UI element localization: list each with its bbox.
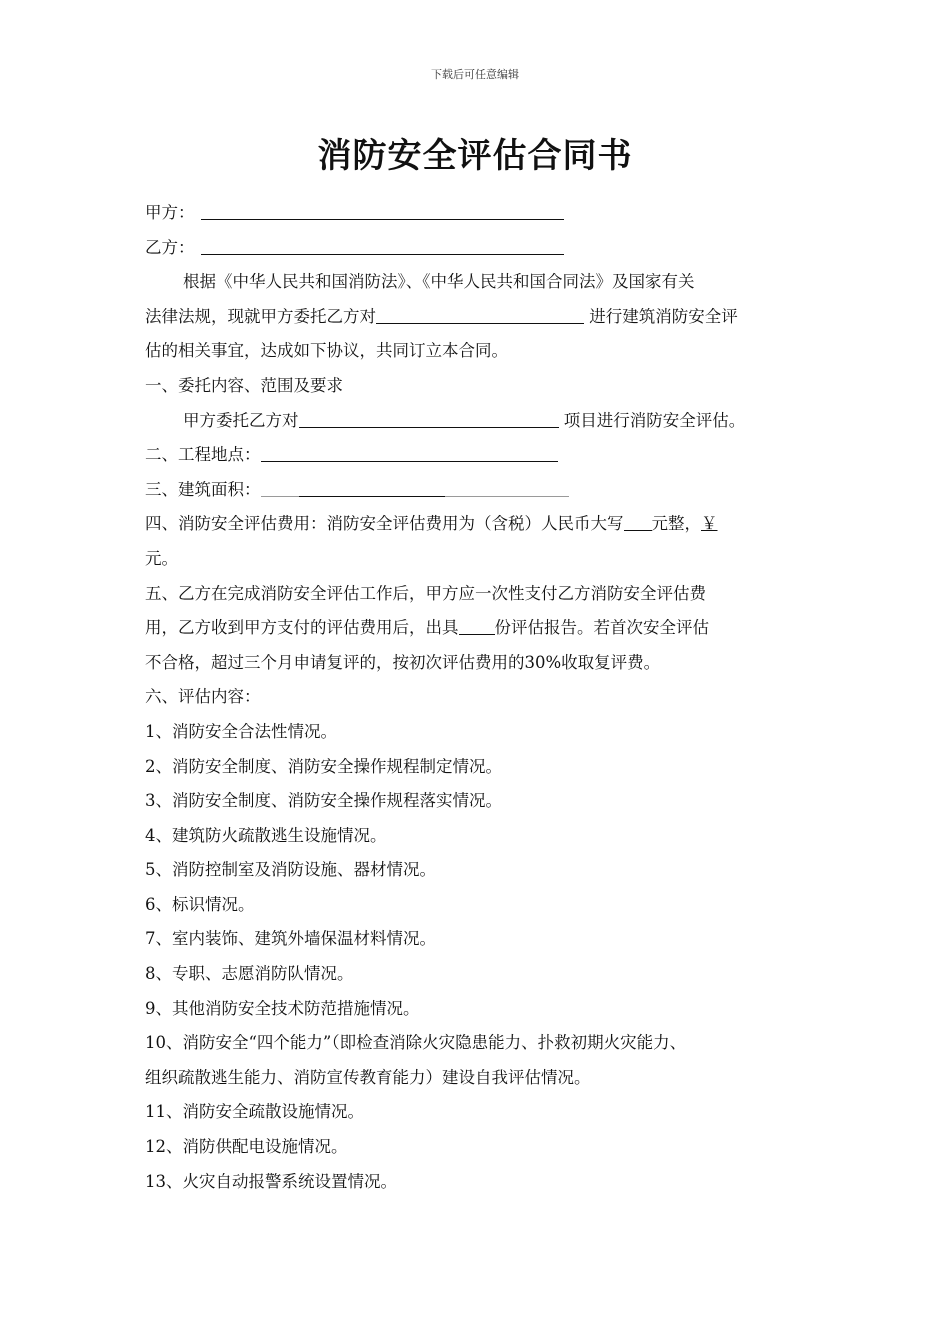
intro-line-3: 估的相关事宜，达成如下协议，共同订立本合同。 <box>145 341 508 361</box>
building-area-label: 三、建筑面积： <box>145 479 261 499</box>
list-item: 1、消防安全合法性情况。 <box>145 721 337 741</box>
entrusted-project-blank[interactable] <box>376 305 584 324</box>
project-location-label: 二、工程地点： <box>145 445 261 465</box>
list-item: 2、消防安全制度、消防安全操作规程制定情况。 <box>145 756 502 776</box>
list-item: 11、消防安全疏散设施情况。 <box>145 1102 364 1122</box>
section-3-line <box>145 475 810 510</box>
building-area-blank-right[interactable] <box>445 478 569 497</box>
report-copies-blank[interactable] <box>459 616 495 635</box>
intro-line-2-post: 进行建筑消防安全评 <box>584 306 738 326</box>
section-1-body-pre: 甲方委托乙方对 <box>183 410 299 430</box>
party-a-blank[interactable] <box>201 201 564 220</box>
list-item: 6、标识情况。 <box>145 894 255 914</box>
section-5-line-3: 不合格，超过三个月申请复评的，按初次评估费用的30%收取复评费。 <box>145 652 661 672</box>
section-1-body <box>145 406 810 441</box>
party-b-blank[interactable] <box>201 236 564 255</box>
fee-text: 四、消防安全评估费用：消防安全评估费用为（含税）人民币大写 <box>145 514 624 534</box>
list-item: 13、火灾自动报警系统设置情况。 <box>145 1171 397 1191</box>
list-item: 4、建筑防火疏散逃生设施情况。 <box>145 825 387 845</box>
fee-unit-text: 元整， <box>651 514 701 534</box>
section-4-line-1 <box>145 509 810 544</box>
header-note: 下载后可任意编辑 <box>431 68 519 81</box>
section-5-line-2-post: 份评估报告。若首次安全评估 <box>494 618 709 638</box>
section-1-body-post: 项目进行消防安全评估。 <box>558 410 746 430</box>
party-b-line <box>145 233 810 268</box>
section-2-line <box>145 440 810 475</box>
list-item: 组织疏散逃生能力、消防宣传教育能力）建设自我评估情况。 <box>145 1067 591 1087</box>
party-b-label: 乙方： <box>145 237 195 257</box>
party-a-label: 甲方： <box>145 203 195 222</box>
section-6-heading: 六、评估内容： <box>145 687 261 707</box>
building-area-blank-mid[interactable] <box>299 478 445 497</box>
project-name-blank[interactable] <box>299 409 559 428</box>
section-4-line-2: 元。 <box>145 548 178 568</box>
section-1-heading: 一、委托内容、范围及要求 <box>145 375 343 395</box>
intro-line-1: 根据《中华人民共和国消防法》、《中华人民共和国合同法》及国家有关 <box>183 272 695 292</box>
intro-line-2-pre: 法律法规，现就甲方委托乙方对 <box>145 306 376 326</box>
building-area-blank-left[interactable] <box>261 478 299 497</box>
list-item: 5、消防控制室及消防设施、器材情况。 <box>145 860 436 880</box>
list-item: 7、室内装饰、建筑外墙保温材料情况。 <box>145 929 436 949</box>
fee-amount-words-blank[interactable] <box>624 512 652 531</box>
list-item: 3、消防安全制度、消防安全操作规程落实情况。 <box>145 791 502 811</box>
list-item: 10、消防安全“四个能力”（即检查消除火灾隐患能力、扑救初期火灾能力、 <box>145 1033 687 1053</box>
list-item: 9、其他消防安全技术防范措施情况。 <box>145 998 420 1018</box>
section-5-line-2 <box>145 613 810 648</box>
list-item: 12、消防供配电设施情况。 <box>145 1137 348 1157</box>
document-title: 消防安全评估合同书 <box>317 136 633 176</box>
currency-symbol: ￥ <box>701 514 718 534</box>
section-5-line-1: 五、乙方在完成消防安全评估工作后，甲方应一次性支付乙方消防安全评估费 <box>145 583 706 603</box>
section-5-line-2-pre: 用，乙方收到甲方支付的评估费用后，出具 <box>145 618 459 638</box>
list-item: 8、专职、志愿消防队情况。 <box>145 964 354 984</box>
party-a-line <box>145 198 810 233</box>
document-body <box>145 198 810 1201</box>
project-location-blank[interactable] <box>261 443 558 462</box>
intro-line-2 <box>145 302 810 337</box>
